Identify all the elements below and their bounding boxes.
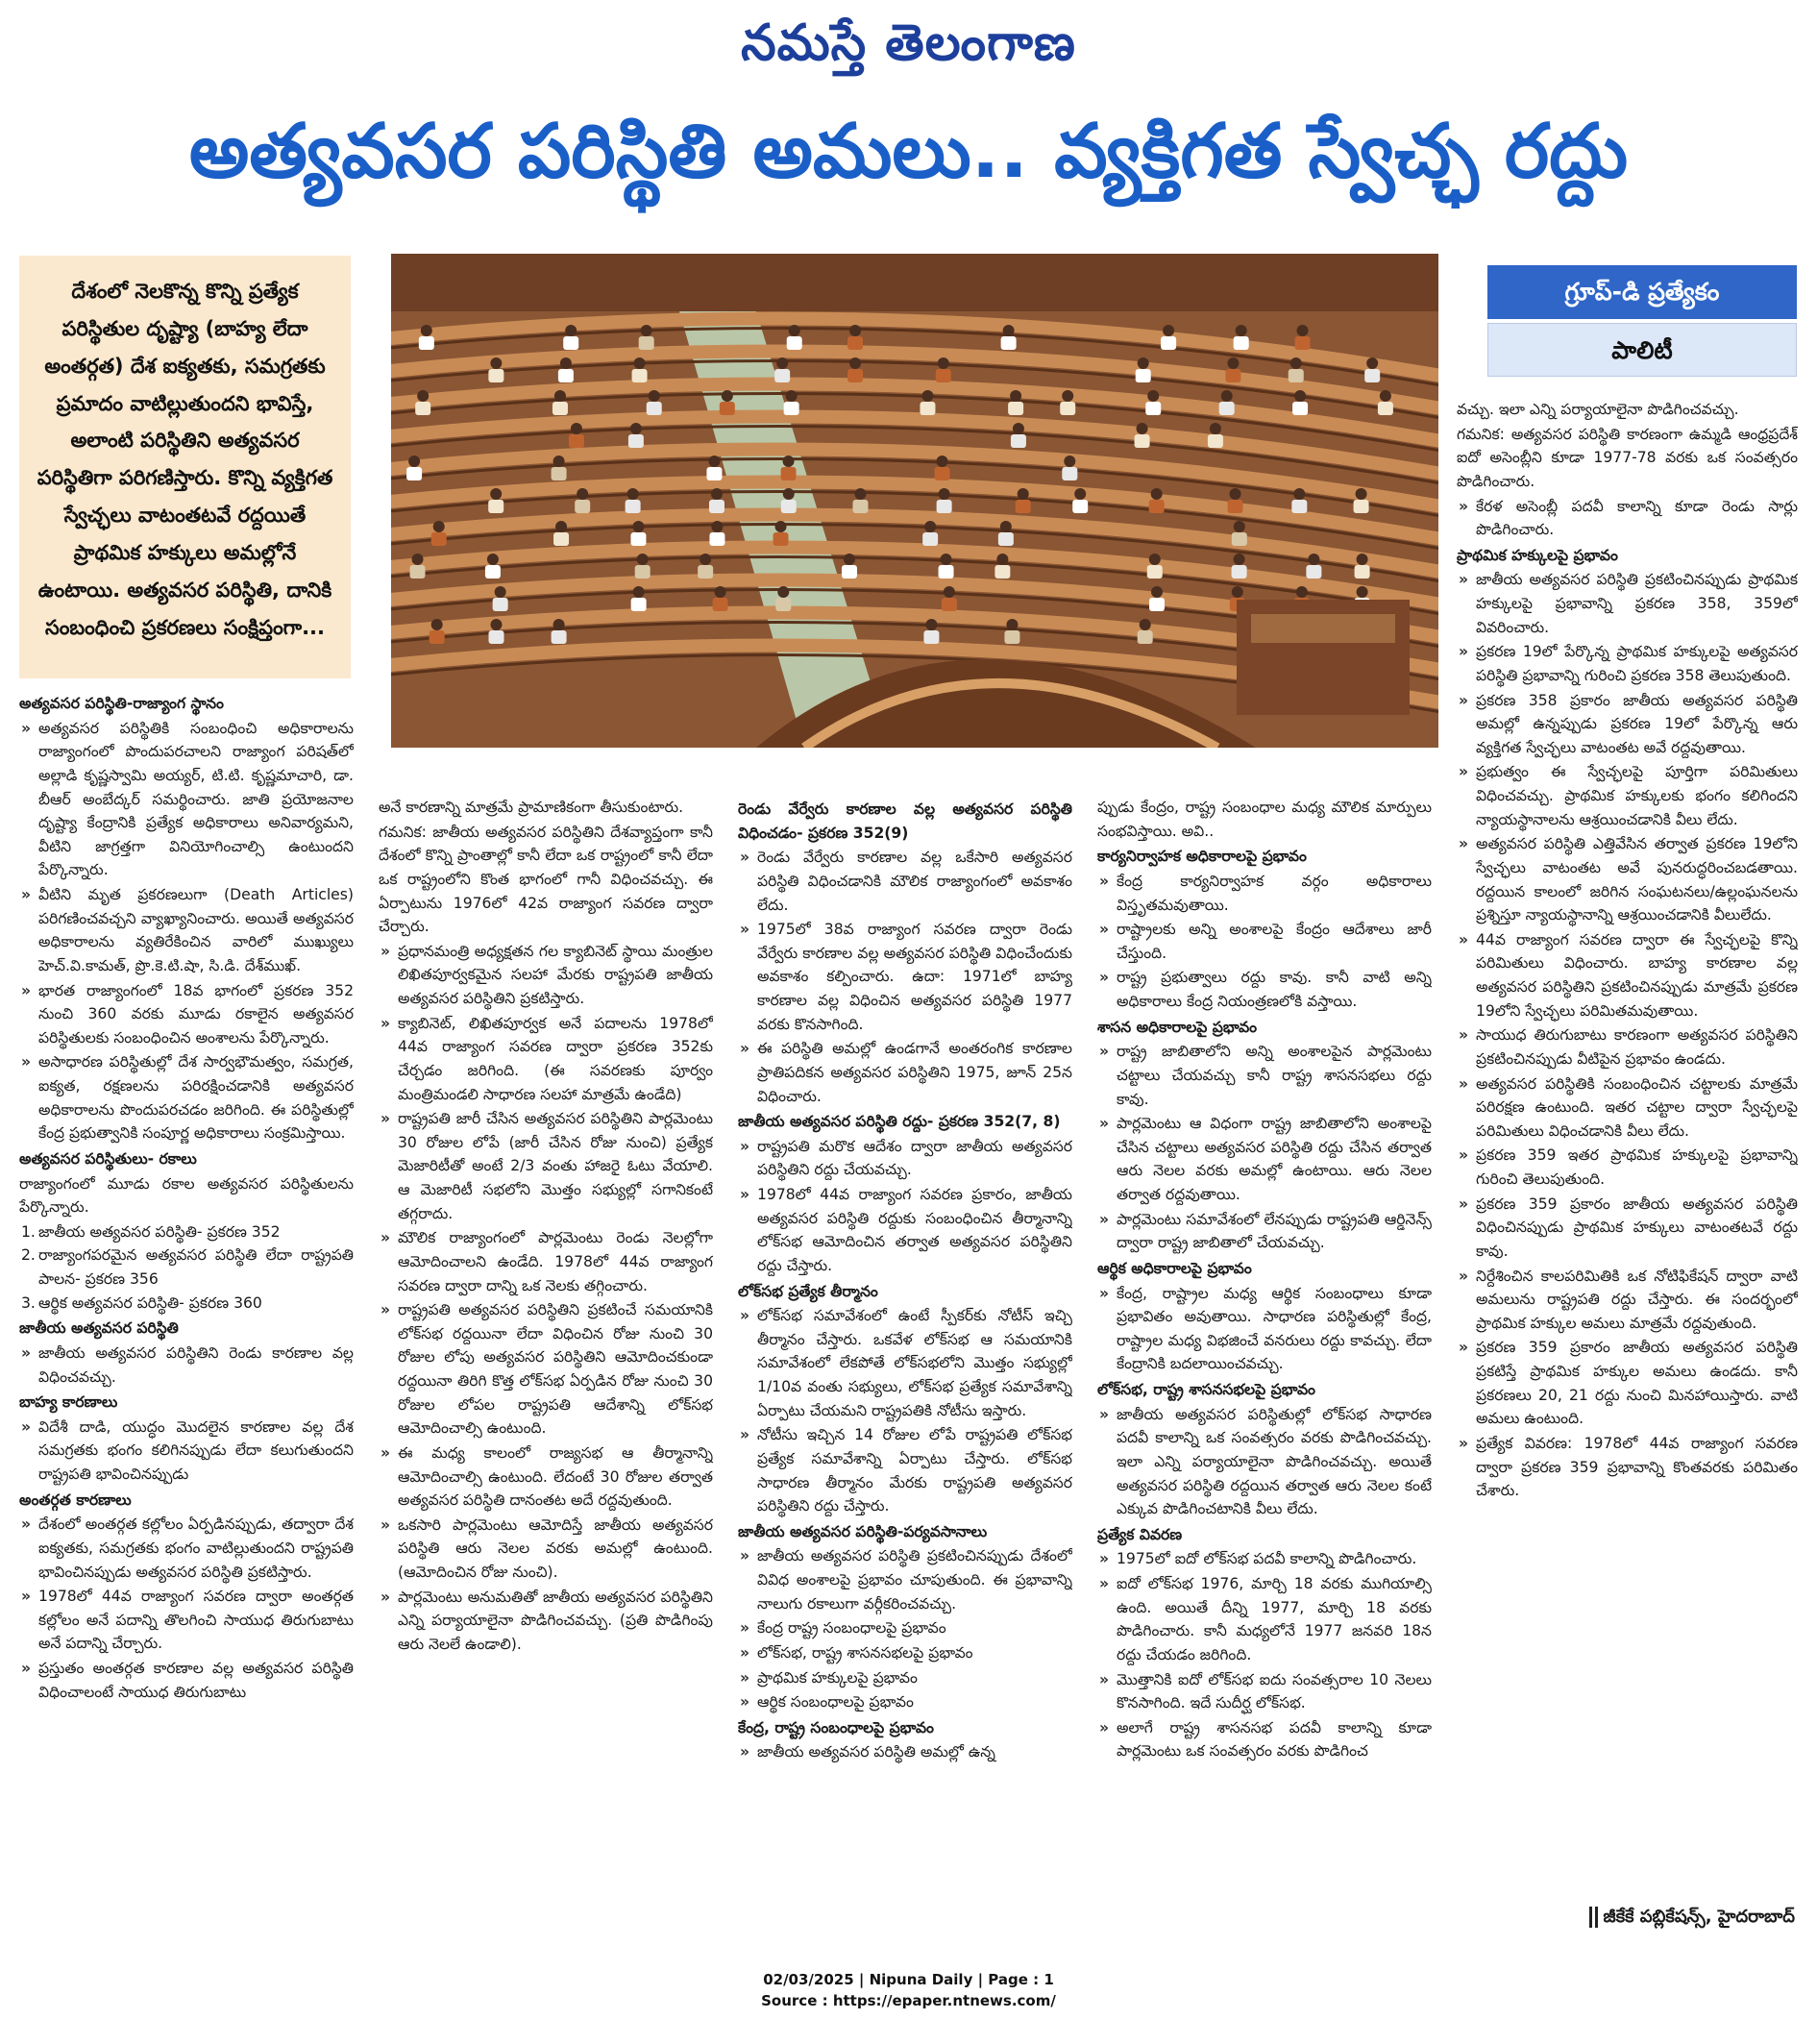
section-heading: ప్రాథమిక హక్కులపై ప్రభావం — [1457, 546, 1618, 564]
series-tag: గ్రూప్-డి ప్రత్యేకం — [1487, 265, 1797, 319]
column-1 — [19, 690, 354, 1954]
bullet-paragraph: » జాతీయ అత్యవసర పరిస్థితి అమల్లో ఉన్న — [738, 1740, 1072, 1764]
bullet-paragraph: » ప్రస్తుతం అంతర్గత కారణాల వల్ల అత్యవసర పరిస్థితి విధించాలంటే సాయుధ తిరుగుబాటు — [19, 1657, 354, 1704]
parliament-photo — [391, 254, 1438, 748]
bullet-paragraph: » జాతీయ అత్యవసర పరిస్థితి ప్రకటించినప్పుడు దేశంలో వివిధ అంశాలపై ప్రభావం చూపుతుంది. ఈ ప్రభావాన్ని నాలుగు రకాలుగా వర్గీకరించవచ్చు. — [738, 1544, 1072, 1615]
bullet-paragraph: » ప్రాథమిక హక్కులపై ప్రభావం — [738, 1666, 1072, 1690]
section-heading: కార్యనిర్వాహక అధికారాలపై ప్రభావం — [1097, 848, 1307, 866]
bullet-paragraph: » విదేశీ దాడి, యుద్ధం మొదలైన కారణాల వల్ల దేశ సమగ్రతకు భంగం కలిగినప్పుడు లేదా కలుగుతుందని రాష్ట్రపతి భావించినప్పుడు — [19, 1416, 354, 1487]
bullet-paragraph: » 1975లో ఐదో లోక్‌సభ పదవీ కాలాన్ని పొడిగించారు. — [1097, 1547, 1432, 1571]
numbered-item: 3. ఆర్థిక అత్యవసర పరిస్థితి- ప్రకరణ 360 — [21, 1293, 262, 1312]
bullet-paragraph: » అత్యవసర పరిస్థితి ఎత్తివేసిన తర్వాత ప్రకరణ 19లోని స్వేచ్ఛలు వాటంతట అవే పునరుద్ధరించబడతాయి. రద్దయిన కాలంలో జరిగిన సంఘటనలు/ఉల్లంఘనలను ప్రశ్నిస్తూ న్యాయస్థానాన్ని ఆశ్రయించడానికి వీలులేదు. — [1457, 832, 1798, 927]
bullet-paragraph: » లోక్‌సభ సమావేశంలో ఉంటే స్పీకర్‌కు నోటీస్ ఇచ్చి తీర్మానం చేస్తారు. ఒకవేళ లోక్‌సభ ఆ సమయానికి సమావేశంలో లేకపోతే లోక్‌సభలోని మొత్తం సభ్యుల్లో 1/10వ వంతు సభ్యులు, లోక్‌సభ ప్రత్యేక సమావేశాన్ని ఏర్పాటు చేయమని రాష్ట్రపతికి నోటీసు ఇస్తారు. — [738, 1304, 1072, 1422]
bullet-paragraph: » ప్రకరణ 359 ఇతర ప్రాథమిక హక్కులపై ప్రభావాన్ని గురించి తెలుపుతుంది. — [1457, 1144, 1798, 1191]
bullet-paragraph: » క్యాబినెట్, లిఖితపూర్వక అనే పదాలను 1978లో 44వ రాజ్యాంగ సవరణ ద్వారా ప్రకరణ 352కు చేర్చడం జరిగింది. (ఈ సవరణకు పూర్వం మంత్రిమండలి సాధారణ సలహా మాత్రమే ఉండేది) — [379, 1012, 713, 1107]
footer-date-line: 02/03/2025 | Nipuna Daily | Page : 1 — [763, 1971, 1054, 1988]
bullet-paragraph: » వీటిని మృత ప్రకరణలుగా (Death Articles) పరిగణించవచ్చని వ్యాఖ్యానించారు. అయితే అత్యవసర అధికారాలను వ్యతిరేకించిన వారిలో ముఖ్యులు హెచ్.వి.కామత్, ప్రొ.కె.టి.షా, సి.డి. దేశ్‌ముఖ్. — [19, 883, 354, 978]
bullet-paragraph: » మౌలిక రాజ్యాంగంలో పార్లమెంటు రెండు నెలల్లోగా ఆమోదించాలని ఉండేది. 1978లో 44వ రాజ్యాంగ సవరణ ద్వారా దాన్ని ఒక నెలకు తగ్గించారు. — [379, 1226, 713, 1297]
bullet-paragraph: » 44వ రాజ్యాంగ సవరణ ద్వారా ఈ స్వేచ్ఛలపై కొన్ని పరిమితులు విధించారు. బాహ్య కారణాల వల్ల అత్యవసర పరిస్థితిని ప్రకటించినప్పుడు మాత్రమే ప్రకరణ 19లోని స్వేచ్ఛలు పరిమితమవుతాయి. — [1457, 928, 1798, 1023]
numbered-item: 2. రాజ్యాంగపరమైన అత్యవసర పరిస్థితి లేదా రాష్ట్రపతి పాలన- ప్రకరణ 356 — [21, 1246, 354, 1288]
bullet-paragraph: » ఈ మధ్య కాలంలో రాజ్యసభ ఆ తీర్మానాన్ని ఆమోదించాల్సి ఉంటుంది. లేదంటే 30 రోజుల తర్వాత అత్యవసర పరిస్థితి దానంతట అదే రద్దవుతుంది. — [379, 1441, 713, 1513]
bullet-paragraph: » ప్రభుత్వం ఈ స్వేచ్ఛలపై పూర్తిగా పరిమితులు విధించవచ్చు. ప్రాథమిక హక్కులకు భంగం కలిగిందని న్యాయస్థానాలను ఆశ్రయించడానికి వీలు లేదు. — [1457, 760, 1798, 831]
paragraph: రాజ్యాంగంలో మూడు రకాల అత్యవసర పరిస్థితులను పేర్కొన్నారు. — [19, 1174, 354, 1217]
publisher-credit-text: జీకేకే పబ్లికేషన్స్, హైదరాబాద్ — [1603, 1907, 1795, 1927]
bullet-paragraph: » భారత రాజ్యాంగంలో 18వ భాగంలో ప్రకరణ 352 నుంచి 360 వరకు మూడు రకాలైన అత్యవసర పరిస్థితులకు సంబంధించిన అంశాలను పేర్కొన్నారు. — [19, 979, 354, 1050]
bullet-paragraph: » అలాగే రాష్ట్ర శాసనసభ పదవీ కాలాన్ని కూడా పార్లమెంటు ఒక సంవత్సరం వరకు పొడిగించ — [1097, 1716, 1432, 1763]
bullet-paragraph: » జాతీయ అత్యవసర పరిస్థితిని రెండు కారణాల వల్ల విధించవచ్చు. — [19, 1342, 354, 1389]
note-paragraph: గమనిక: జాతీయ అత్యవసర పరిస్థితిని దేశవ్యాప్తంగా కానీ దేశంలో కొన్ని ప్రాంతాల్లో కానీ లేదా ఒక రాష్ట్రంలో కానీ లేదా ఒక రాష్ట్రంలోని కొంత భాగంలో గానీ విధించవచ్చు. ఈ ఏర్పాటును 1976లో 42వ రాజ్యాంగ సవరణ ద్వారా చేర్చారు. — [379, 823, 713, 936]
section-heading: రెండు వేర్వేరు కారణాల వల్ల అత్యవసర పరిస్థితి విధించడం- ప్రకరణ 352(9) — [738, 800, 1072, 842]
section-heading: ఆర్థిక అధికారాలపై ప్రభావం — [1097, 1259, 1252, 1277]
section-heading: కేంద్ర, రాష్ట్ర సంబంధాలపై ప్రభావం — [738, 1718, 934, 1736]
bullet-paragraph: » సాయుధ తిరుగుబాటు కారణంగా అత్యవసర పరిస్థితిని ప్రకటించినప్పుడు వీటిపైన ప్రభావం ఉండదు. — [1457, 1023, 1798, 1071]
bullet-paragraph: » నిర్దేశించిన కాలపరిమితికి ఒక నోటిఫికేషన్ ద్వారా వాటి అమలును రాష్ట్రపతి రద్దు చేస్తారు. ఈ సందర్భంలో ప్రాథమిక హక్కుల అమలు మాత్రమే రద్దవుతుంది. — [1457, 1265, 1798, 1336]
masthead-logo: నమస్తే తెలంగాణ — [741, 13, 1076, 72]
section-heading: అత్యవసర పరిస్థితి-రాజ్యాంగ స్థానం — [19, 695, 224, 712]
publisher-credit — [1468, 1901, 1795, 1933]
bullet-paragraph: » లోక్‌సభ, రాష్ట్ర శాసనసభలపై ప్రభావం — [738, 1641, 1072, 1665]
bullet-paragraph: » జాతీయ అత్యవసర పరిస్థితి ప్రకటించినప్పుడు ప్రాథమిక హక్కులపై ప్రభావాన్ని ప్రకరణ 358, 359లో వివరించారు. — [1457, 568, 1798, 639]
bullet-paragraph: » కేంద్ర, రాష్ట్రాల మధ్య ఆర్థిక సంబంధాలు కూడా ప్రభావితం అవుతాయి. సాధారణ పరిస్థితుల్లో కేంద్ర, రాష్ట్రాల మధ్య విభజించే వనరులు రద్దు కావచ్చు. లేదా కేంద్రానికి బదలాయించవచ్చు. — [1097, 1282, 1432, 1377]
bullet-paragraph: » కేంద్ర కార్యనిర్వాహక వర్గం అధికారాలు విస్తృతమవుతాయి. — [1097, 870, 1432, 917]
bullet-paragraph: » ఒకసారి పార్లమెంటు ఆమోదిస్తే జాతీయ అత్యవసర పరిస్థితి ఆరు నెలల వరకు అమల్లో ఉంటుంది. (ఆమోదించిన రోజు నుంచి). — [379, 1514, 713, 1585]
page-footer — [0, 1970, 1817, 2012]
bullet-paragraph: » ప్రకరణ 359 ప్రకారం జాతీయ అత్యవసర పరిస్థితి ప్రకటిస్తే ప్రాథమిక హక్కుల అమలు ఉండదు. కానీ ప్రకరణలు 20, 21 రద్దు నుంచి మినహాయిస్తారు. వాటి అమలు ఉంటుంది. — [1457, 1336, 1798, 1431]
section-heading: లోక్‌సభ, రాష్ట్ర శాసనసభలపై ప్రభావం — [1097, 1381, 1315, 1398]
bullet-paragraph: » 1975లో 38వ రాజ్యాంగ సవరణ ద్వారా రెండు వేర్వేరు కారణాల వల్ల అత్యవసర పరిస్థితి విధించేందుకు అవకాశం కల్పించారు. ఉదా: 1971లో బాహ్య కారణాల వల్ల విధించిన అత్యవసర పరిస్థితి 1977 వరకు కొనసాగింది. — [738, 918, 1072, 1036]
bullet-paragraph: » రాష్ట్ర ప్రభుత్వాలు రద్దు కావు. కానీ వాటి అన్ని అధికారాలు కేంద్ర నియంత్రణలోకి వస్తాయి. — [1097, 966, 1432, 1013]
bullet-paragraph: » నోటీసు ఇచ్చిన 14 రోజుల లోపే రాష్ట్రపతి లోక్‌సభ ప్రత్యేక సమావేశాన్ని ఏర్పాటు చేస్తారు. లోక్‌సభ సాధారణ తీర్మానం మేరకు రాష్ట్రపతి అత్యవసర పరిస్థితిని రద్దు చేస్తారు. — [738, 1423, 1072, 1518]
section-heading: బాహ్య కారణాలు — [19, 1393, 118, 1412]
section-heading: శాసన అధికారాలపై ప్రభావం — [1097, 1018, 1258, 1036]
bullet-paragraph: » మొత్తానికి ఐదో లోక్‌సభ ఐదు సంవత్సరాల 10 నెలలు కొనసాగింది. ఇదే సుదీర్ఘ లోక్‌సభ. — [1097, 1668, 1432, 1715]
bullet-paragraph: » ఈ పరిస్థితి అమల్లో ఉండగానే అంతరంగిక కారణాల ప్రాతిపదికన అత్యవసర పరిస్థితిని 1975, జూన్ 25న విధించారు. — [738, 1037, 1072, 1108]
bullet-paragraph: » జాతీయ అత్యవసర పరిస్థితుల్లో లోక్‌సభ సాధారణ పదవీ కాలాన్ని ఒక సంవత్సరం వరకు పొడిగించవచ్చు. ఇలా ఎన్ని పర్యాయాలైనా పొడిగించవచ్చు. అయితే అత్యవసర పరిస్థితి రద్దయిన తర్వాత ఆరు నెలల కంటే ఎక్కువ పొడిగించటానికి వీలు లేదు. — [1097, 1403, 1432, 1521]
paragraph: అనే కారణాన్ని మాత్రమే ప్రామాణికంగా తీసుకుంటారు. — [379, 799, 684, 816]
column-5 — [1457, 398, 1798, 1897]
section-heading: ప్రత్యేక వివరణ — [1097, 1525, 1183, 1543]
credit-bars-icon — [1589, 1907, 1598, 1928]
bullet-paragraph: » కేరళ అసెంబ్లీ పదవీ కాలాన్ని కూడా రెండు సార్లు పొడిగించారు. — [1457, 495, 1798, 542]
section-heading: అంతర్గత కారణాలు — [19, 1490, 132, 1509]
bullet-paragraph: » రాష్ట్ర జాబితాలోని అన్ని అంశాలపైన పార్లమెంటు చట్టాలు చేయవచ్చు కానీ రాష్ట్ర శాసనసభలు రద్దు కావు. — [1097, 1040, 1432, 1111]
bullet-paragraph: » అత్యవసర పరిస్థితికి సంబంధించిన చట్టాలకు మాత్రమే పరిరక్షణ ఉంటుంది. ఇతర చట్టాల ద్వారా స్వేచ్ఛలపై పరిమితులు విధించడానికి వీలు లేదు. — [1457, 1072, 1798, 1144]
bullet-paragraph: » అత్యవసర పరిస్థితికి సంబంధించి అధికారాలను రాజ్యాంగంలో పొందుపరచాలని రాజ్యాంగ పరిషత్‌లో అల్లాడి కృష్ణస్వామి అయ్యర్, టి.టి. కృష్ణమాచారి, డా. బీఆర్ అంబేద్కర్ సమర్థించారు. జాతి ప్రయోజనాల దృష్ట్యా కేంద్రానికి ప్రత్యేక అధికారాలు అనివార్యమని, వీటిని జాగ్రత్తగా వినియోగించాల్సి ఉంటుందని పేర్కొన్నారు. — [19, 717, 354, 882]
note-paragraph: గమనిక: అత్యవసర పరిస్థితి కారణంగా ఉమ్మడి ఆంధ్రప్రదేశ్ ఐదో అసెంబ్లీని కూడా 1977-78 వరకు ఒక సంవత్సరం పొడిగించారు. — [1457, 425, 1798, 490]
bullet-paragraph: » ప్రకరణ 19లో పేర్కొన్న ప్రాథమిక హక్కులపై అత్యవసర పరిస్థితి ప్రభావాన్ని గురించి ప్రకరణ 358 తెలుపుతుంది. — [1457, 640, 1798, 687]
paragraph: ప్పుడు కేంద్రం, రాష్ట్ర సంబంధాల మధ్య మౌలిక మార్పులు సంభవిస్తాయి. అవి.. — [1097, 799, 1432, 840]
bullet-paragraph: » కేంద్ర రాష్ట్ర సంబంధాలపై ప్రభావం — [738, 1616, 1072, 1640]
bullet-paragraph: » రాష్ట్రపతి మరొక ఆదేశం ద్వారా జాతీయ అత్యవసర పరిస్థితిని రద్దు చేయవచ్చు. — [738, 1135, 1072, 1182]
bullet-paragraph: » రాష్ట్రాలకు అన్ని అంశాలపై కేంద్రం ఆదేశాలు జారీ చేస్తుంది. — [1097, 918, 1432, 965]
section-heading: లోక్‌సభ ప్రత్యేక తీర్మానం — [738, 1282, 878, 1300]
section-heading: అత్యవసర పరిస్థితులు- రకాలు — [19, 1149, 197, 1168]
column-4 — [1097, 796, 1432, 1954]
bullet-paragraph: » దేశంలో అంతర్గత కల్లోలం ఏర్పడినప్పుడు, తద్వారా దేశ ఐక్యతకు, సమగ్రతకు భంగం వాటిల్లుతుందని రాష్ట్రపతి భావించినప్పుడు అత్యవసర పరిస్థితి ప్రకటిస్తారు. — [19, 1513, 354, 1584]
numbered-item: 1. జాతీయ అత్యవసర పరిస్థితి- ప్రకరణ 352 — [21, 1222, 281, 1241]
bullet-paragraph: » ఆర్థిక సంబంధాలపై ప్రభావం — [738, 1690, 1072, 1714]
paragraph: వచ్చు. ఇలా ఎన్ని పర్యాయాలైనా పొడిగించవచ్చు. — [1457, 401, 1739, 418]
bullet-paragraph: » రాష్ట్రపతి జారీ చేసిన అత్యవసర పరిస్థితిని పార్లమెంటు 30 రోజుల లోపే (జారీ చేసిన రోజు నుంచి) ప్రత్యేక మెజారిటీతో అంటే 2/3 వంతు హాజరై ఓటు వేయాలి. ఆ మెజారిటీ సభలోని మొత్తం సభ్యుల్లో సగానికంటే తగ్గరాదు. — [379, 1107, 713, 1225]
bullet-paragraph: » పార్లమెంటు ఆ విధంగా రాష్ట్ర జాబితాలోని అంశాలపై చేసిన చట్టాలు అత్యవసర పరిస్థితి రద్దు చేసిన తర్వాత ఆరు నెలల వరకు అమల్లో ఉంటాయి. ఆరు నెలల తర్వాత రద్దవుతాయి. — [1097, 1112, 1432, 1207]
column-2 — [379, 796, 713, 1954]
section-heading: జాతీయ అత్యవసర పరిస్థితి — [19, 1319, 179, 1338]
bullet-paragraph: » ప్రకరణ 358 ప్రకారం జాతీయ అత్యవసర పరిస్థితి అమల్లో ఉన్నప్పుడు ప్రకరణ 19లో పేర్కొన్న ఆరు వ్యక్తిగత స్వేచ్ఛలు వాటంతట అవే రద్దవుతాయి. — [1457, 689, 1798, 760]
column-3 — [738, 796, 1072, 1954]
footer-source-line: Source : https://epaper.ntnews.com/ — [761, 1991, 1056, 2009]
bullet-paragraph: » ప్రకరణ 359 ప్రకారం జాతీయ అత్యవసర పరిస్థితి విధించినప్పుడు ప్రాథమిక హక్కులు వాటంతటవే రద్దు కావు. — [1457, 1193, 1798, 1264]
section-heading: జాతీయ అత్యవసర పరిస్థితి-పర్యవసానాలు — [738, 1522, 988, 1540]
bullet-paragraph: » రెండు వేర్వేరు కారణాల వల్ల ఒకేసారి అత్యవసర పరిస్థితి విధించడానికి మౌలిక రాజ్యాంగంలో అవకాశం లేదు. — [738, 846, 1072, 917]
article-headline: అత్యవసర పరిస్థితి అమలు.. వ్యక్తిగత స్వేచ్ఛ రద్దు — [188, 109, 1629, 195]
bullet-paragraph: » 1978లో 44వ రాజ్యాంగ సవరణ ప్రకారం, జాతీయ అత్యవసర పరిస్థితి రద్దుకు సంబంధించిన తీర్మానాన్ని లోక్‌సభ ఆమోదించిన తర్వాత అత్యవసర పరిస్థితిని రద్దు చేస్తారు. — [738, 1183, 1072, 1278]
bullet-paragraph: » ప్రత్యేక వివరణ: 1978లో 44వ రాజ్యాంగ సవరణ ద్వారా ప్రకరణ 359 ప్రభావాన్ని కొంతవరకు పరిమితం చేశారు. — [1457, 1432, 1798, 1503]
bullet-paragraph: » అసాధారణ పరిస్థితుల్లో దేశ సార్వభౌమత్వం, సమగ్రత, ఐక్యత, రక్షణలను పరిరక్షించడానికి అత్యవసర అధికారాలను పొందుపరచడం జరిగింది. ఈ పరిస్థితుల్లో కేంద్ర ప్రభుత్వానికి సంపూర్ణ అధికారాలు సంక్రమిస్తాయి. — [19, 1050, 354, 1145]
bullet-paragraph: » పార్లమెంటు సమావేశంలో లేనప్పుడు రాష్ట్రపతి ఆర్డినెన్స్ ద్వారా రాష్ట్ర జాబితాలో చేయవచ్చు. — [1097, 1208, 1432, 1255]
bullet-paragraph: » ప్రధానమంత్రి అధ్యక్షతన గల క్యాబినెట్ స్థాయి మంత్రుల లిఖితపూర్వకమైన సలహా మేరకు రాష్ట్రపతి జాతీయ అత్యవసర పరిస్థితిని ప్రకటిస్తారు. — [379, 940, 713, 1011]
bullet-paragraph: » పార్లమెంటు అనుమతితో జాతీయ అత్యవసర పరిస్థితిని ఎన్ని పర్యాయాలైనా పొడిగించవచ్చు. (ప్రతి పొడిగింపు ఆరు నెలలే ఉండాలి). — [379, 1586, 713, 1657]
bullet-paragraph: » రాష్ట్రపతి అత్యవసర పరిస్థితిని ప్రకటించే సమయానికి లోక్‌సభ రద్దయినా లేదా విధించిన రోజు నుంచి 30 రోజుల లోపు అత్యవసర పరిస్థితిని ఆమోదించకుండా రద్దయినా తిరిగి కొత్త లోక్‌సభ ఏర్పడిన రోజు నుంచి 30 రోజుల లోపల రాష్ట్రపతి ఆదేశాన్ని లోక్‌సభ ఆమోదించాల్సి ఉంటుంది. — [379, 1298, 713, 1441]
bullet-paragraph: » ఐదో లోక్‌సభ 1976, మార్చి 18 వరకు ముగియాల్సి ఉంది. అయితే దీన్ని 1977, మార్చి 18 వరకు పొడిగించారు. కానీ మధ్యలోనే 1977 జనవరి 18న రద్దు చేయడం జరిగింది. — [1097, 1572, 1432, 1667]
subject-tag: పాలిటీ — [1487, 323, 1797, 377]
bullet-paragraph: » 1978లో 44వ రాజ్యాంగ సవరణ ద్వారా అంతర్గత కల్లోలం అనే పదాన్ని తొలగించి సాయుధ తిరుగుబాటు అనే పదాన్ని చేర్చారు. — [19, 1585, 354, 1656]
section-heading: జాతీయ అత్యవసర పరిస్థితి రద్దు- ప్రకరణ 352(7, 8) — [738, 1113, 1061, 1131]
intro-box: దేశంలో నెలకొన్న కొన్ని ప్రత్యేక పరిస్థితుల దృష్ట్యా (బాహ్య లేదా అంతర్గత) దేశ ఐక్యతకు, సమగ్రతకు ప్రమాదం వాటిల్లుతుందని భావిస్తే, అలాంటి పరిస్థితిని అత్యవసర పరిస్థితిగా పరిగణిస్తారు. కొన్ని వ్యక్తిగత స్వేచ్ఛలు వాటంతటవే రద్దయితే ప్రాథమిక హక్కులు అమల్లోనే ఉంటాయి. అత్యవసర పరిస్థితి, దానికి సంబంధించి ప్రకరణలు సంక్షిప్తంగా... — [19, 256, 351, 678]
